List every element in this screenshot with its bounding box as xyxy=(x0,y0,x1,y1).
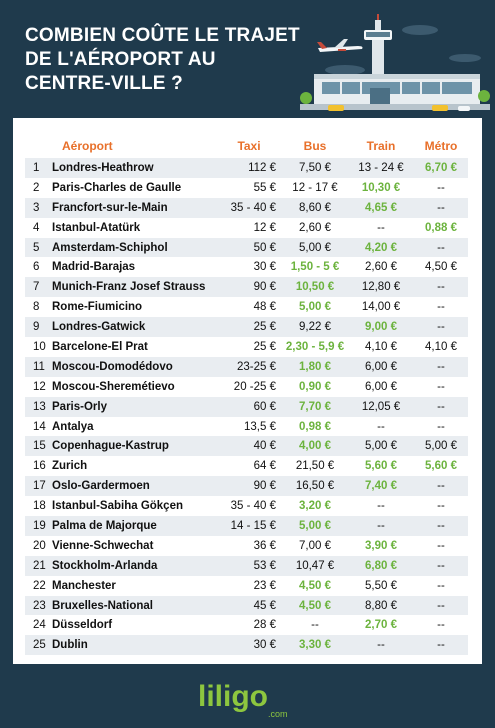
table-row xyxy=(25,397,468,417)
metro-price-cell: -- xyxy=(414,238,468,258)
rank-cell: 18 xyxy=(25,496,52,516)
metro-price-cell: -- xyxy=(414,377,468,397)
bus-price-cell: -- xyxy=(282,615,348,635)
train-price-cell: 6,00 € xyxy=(348,377,414,397)
airport-name-cell: Stockholm-Arlanda xyxy=(52,556,216,576)
table-row xyxy=(25,297,468,317)
title-line-1: COMBIEN COÛTE LE TRAJET xyxy=(25,25,300,46)
taxi-price-cell: 23 € xyxy=(216,576,282,596)
bus-price-cell: 10,47 € xyxy=(282,556,348,576)
airport-name-cell: Moscou-Sheremétievo xyxy=(52,377,216,397)
train-price-cell: 2,70 € xyxy=(348,615,414,635)
metro-price-cell: -- xyxy=(414,178,468,198)
rank-cell: 24 xyxy=(25,615,52,635)
bus-price-cell: 2,30 - 5,9 € xyxy=(282,337,348,357)
train-price-cell: 3,90 € xyxy=(348,536,414,556)
airport-name-cell: Palma de Majorque xyxy=(52,516,216,536)
table-row xyxy=(25,436,468,456)
metro-price-cell: -- xyxy=(414,417,468,437)
airport-name-cell: Amsterdam-Schiphol xyxy=(52,238,216,258)
train-price-cell: 4,20 € xyxy=(348,238,414,258)
table-row xyxy=(25,615,468,635)
liligo-logo xyxy=(194,676,304,720)
rank-cell: 14 xyxy=(25,417,52,437)
rank-cell: 21 xyxy=(25,556,52,576)
price-table-panel xyxy=(13,118,482,664)
airport-name-cell: Istanbul-Sabiha Gökçen xyxy=(52,496,216,516)
rank-cell: 6 xyxy=(25,257,52,277)
metro-price-cell: -- xyxy=(414,596,468,616)
rank-cell: 10 xyxy=(25,337,52,357)
airport-name-cell: Paris-Orly xyxy=(52,397,216,417)
airport-name-cell: Moscou-Domodédovo xyxy=(52,357,216,377)
bus-price-cell: 0,98 € xyxy=(282,417,348,437)
airport-name-cell: Londres-Gatwick xyxy=(52,317,216,337)
taxi-price-cell: 90 € xyxy=(216,277,282,297)
bus-price-cell: 4,50 € xyxy=(282,576,348,596)
rank-cell: 23 xyxy=(25,596,52,616)
table-row xyxy=(25,456,468,476)
rank-cell: 17 xyxy=(25,476,52,496)
airport-name-cell: Paris-Charles de Gaulle xyxy=(52,178,216,198)
bus-price-cell: 9,22 € xyxy=(282,317,348,337)
airport-name-cell: Manchester xyxy=(52,576,216,596)
train-price-cell: 4,10 € xyxy=(348,337,414,357)
airport-name-cell: Bruxelles-National xyxy=(52,596,216,616)
rank-cell: 11 xyxy=(25,357,52,377)
rank-cell: 7 xyxy=(25,277,52,297)
taxi-price-cell: 48 € xyxy=(216,297,282,317)
taxi-price-cell: 30 € xyxy=(216,257,282,277)
rank-cell: 25 xyxy=(25,635,52,655)
metro-price-cell: 4,10 € xyxy=(414,337,468,357)
bus-column-header: Bus xyxy=(303,139,327,153)
table-row xyxy=(25,337,468,357)
rank-cell: 22 xyxy=(25,576,52,596)
rank-cell: 4 xyxy=(25,218,52,238)
taxi-price-cell: 28 € xyxy=(216,615,282,635)
train-price-cell: 9,00 € xyxy=(348,317,414,337)
train-price-cell: 5,50 € xyxy=(348,576,414,596)
metro-price-cell: -- xyxy=(414,635,468,655)
airport-name-cell: Dublin xyxy=(52,635,216,655)
metro-price-cell: 0,88 € xyxy=(414,218,468,238)
train-price-cell: 5,00 € xyxy=(348,436,414,456)
taxi-price-cell: 55 € xyxy=(216,178,282,198)
train-price-cell: 13 - 24 € xyxy=(348,158,414,178)
airplane-icon xyxy=(317,39,363,52)
logo-suffix-text: .com xyxy=(268,709,288,719)
table-row xyxy=(25,596,468,616)
taxi-price-cell: 30 € xyxy=(216,635,282,655)
table-row xyxy=(25,357,468,377)
bus-price-cell: 16,50 € xyxy=(282,476,348,496)
taxi-price-cell: 25 € xyxy=(216,317,282,337)
bus-price-cell: 4,50 € xyxy=(282,596,348,616)
rank-cell: 12 xyxy=(25,377,52,397)
table-body xyxy=(25,158,468,655)
taxi-price-cell: 23-25 € xyxy=(216,357,282,377)
airport-name-cell: Madrid-Barajas xyxy=(52,257,216,277)
header xyxy=(0,0,495,118)
title-line-3: CENTRE-VILLE ? xyxy=(25,73,183,94)
table-row xyxy=(25,277,468,297)
table-row xyxy=(25,476,468,496)
airport-name-cell: Istanbul-Atatürk xyxy=(52,218,216,238)
table-header-row xyxy=(25,132,468,158)
bus-price-cell: 7,50 € xyxy=(282,158,348,178)
train-price-cell: 6,80 € xyxy=(348,556,414,576)
rank-cell: 13 xyxy=(25,397,52,417)
taxi-price-cell: 50 € xyxy=(216,238,282,258)
taxi-price-cell: 14 - 15 € xyxy=(216,516,282,536)
train-price-cell: 10,30 € xyxy=(348,178,414,198)
title-line-2: DE L'AÉROPORT AU xyxy=(25,49,216,70)
bus-price-cell: 1,50 - 5 € xyxy=(282,257,348,277)
rank-column-header xyxy=(25,132,52,158)
table-row xyxy=(25,317,468,337)
airport-name-cell: Rome-Fiumicino xyxy=(52,297,216,317)
table-row xyxy=(25,257,468,277)
bus-price-cell: 4,00 € xyxy=(282,436,348,456)
taxi-price-cell: 60 € xyxy=(216,397,282,417)
airport-name-cell: Zurich xyxy=(52,456,216,476)
table-row xyxy=(25,496,468,516)
metro-price-cell: -- xyxy=(414,576,468,596)
bus-price-cell: 10,50 € xyxy=(282,277,348,297)
table-row xyxy=(25,635,468,655)
rank-cell: 9 xyxy=(25,317,52,337)
metro-price-cell: -- xyxy=(414,476,468,496)
train-price-cell: -- xyxy=(348,417,414,437)
table-row xyxy=(25,417,468,437)
taxi-price-cell: 13,5 € xyxy=(216,417,282,437)
table-row xyxy=(25,576,468,596)
metro-price-cell: 5,60 € xyxy=(414,456,468,476)
bus-price-cell: 12 - 17 € xyxy=(282,178,348,198)
airport-name-cell: Londres-Heathrow xyxy=(52,158,216,178)
taxi-price-cell: 36 € xyxy=(216,536,282,556)
rank-cell: 16 xyxy=(25,456,52,476)
airport-name-cell: Vienne-Schwechat xyxy=(52,536,216,556)
train-price-cell: -- xyxy=(348,218,414,238)
bus-price-cell: 21,50 € xyxy=(282,456,348,476)
bus-price-cell: 7,00 € xyxy=(282,536,348,556)
table-row xyxy=(25,158,468,178)
rank-cell: 3 xyxy=(25,198,52,218)
train-price-cell: 12,05 € xyxy=(348,397,414,417)
table-row xyxy=(25,238,468,258)
bus-price-cell: 3,30 € xyxy=(282,635,348,655)
train-price-cell: -- xyxy=(348,516,414,536)
logo-brand-text: liligo xyxy=(198,680,268,713)
metro-price-cell: 4,50 € xyxy=(414,257,468,277)
metro-price-cell: -- xyxy=(414,357,468,377)
metro-price-cell: -- xyxy=(414,277,468,297)
taxi-price-cell: 25 € xyxy=(216,337,282,357)
metro-price-cell: -- xyxy=(414,297,468,317)
taxi-price-cell: 12 € xyxy=(216,218,282,238)
airport-name-cell: Düsseldorf xyxy=(52,615,216,635)
price-table xyxy=(25,132,468,655)
metro-price-cell: 5,00 € xyxy=(414,436,468,456)
taxi-price-cell: 35 - 40 € xyxy=(216,198,282,218)
train-price-cell: 2,60 € xyxy=(348,257,414,277)
metro-price-cell: -- xyxy=(414,615,468,635)
airport-column-header: Aéroport xyxy=(62,139,113,153)
airport-name-cell: Copenhague-Kastrup xyxy=(52,436,216,456)
airport-name-cell: Munich-Franz Josef Strauss xyxy=(52,277,216,297)
page-title xyxy=(25,24,325,96)
train-column-header: Train xyxy=(366,139,396,153)
metro-price-cell: -- xyxy=(414,198,468,218)
train-price-cell: 14,00 € xyxy=(348,297,414,317)
bus-price-cell: 5,00 € xyxy=(282,516,348,536)
train-price-cell: 5,60 € xyxy=(348,456,414,476)
bus-price-cell: 7,70 € xyxy=(282,397,348,417)
train-price-cell: 4,65 € xyxy=(348,198,414,218)
bus-price-cell: 8,60 € xyxy=(282,198,348,218)
airport-name-cell: Francfort-sur-le-Main xyxy=(52,198,216,218)
taxi-price-cell: 40 € xyxy=(216,436,282,456)
bus-price-cell: 5,00 € xyxy=(282,297,348,317)
table-row xyxy=(25,536,468,556)
airport-illustration xyxy=(300,8,490,116)
airport-name-cell: Antalya xyxy=(52,417,216,437)
train-price-cell: 7,40 € xyxy=(348,476,414,496)
taxi-price-cell: 64 € xyxy=(216,456,282,476)
train-price-cell: -- xyxy=(348,496,414,516)
rank-cell: 20 xyxy=(25,536,52,556)
bus-price-cell: 1,80 € xyxy=(282,357,348,377)
taxi-price-cell: 45 € xyxy=(216,596,282,616)
rank-cell: 2 xyxy=(25,178,52,198)
airport-name-cell: Oslo-Gardermoen xyxy=(52,476,216,496)
bus-price-cell: 0,90 € xyxy=(282,377,348,397)
metro-price-cell: 6,70 € xyxy=(414,158,468,178)
train-price-cell: 8,80 € xyxy=(348,596,414,616)
metro-price-cell: -- xyxy=(414,496,468,516)
metro-price-cell: -- xyxy=(414,317,468,337)
taxi-price-cell: 20 -25 € xyxy=(216,377,282,397)
taxi-price-cell: 90 € xyxy=(216,476,282,496)
rank-cell: 8 xyxy=(25,297,52,317)
rank-cell: 15 xyxy=(25,436,52,456)
metro-price-cell: -- xyxy=(414,536,468,556)
table-row xyxy=(25,556,468,576)
train-price-cell: 12,80 € xyxy=(348,277,414,297)
table-row xyxy=(25,516,468,536)
taxi-price-cell: 112 € xyxy=(216,158,282,178)
metro-price-cell: -- xyxy=(414,516,468,536)
rank-cell: 5 xyxy=(25,238,52,258)
table-row xyxy=(25,218,468,238)
rank-cell: 19 xyxy=(25,516,52,536)
table-row xyxy=(25,178,468,198)
metro-price-cell: -- xyxy=(414,556,468,576)
rank-cell: 1 xyxy=(25,158,52,178)
metro-column-header: Métro xyxy=(424,139,458,153)
train-price-cell: -- xyxy=(348,635,414,655)
taxi-price-cell: 53 € xyxy=(216,556,282,576)
taxi-column-header: Taxi xyxy=(237,139,261,153)
metro-price-cell: -- xyxy=(414,397,468,417)
bus-price-cell: 2,60 € xyxy=(282,218,348,238)
airport-name-cell: Barcelone-El Prat xyxy=(52,337,216,357)
train-price-cell: 6,00 € xyxy=(348,357,414,377)
table-row xyxy=(25,377,468,397)
table-row xyxy=(25,198,468,218)
bus-price-cell: 5,00 € xyxy=(282,238,348,258)
bus-price-cell: 3,20 € xyxy=(282,496,348,516)
taxi-price-cell: 35 - 40 € xyxy=(216,496,282,516)
